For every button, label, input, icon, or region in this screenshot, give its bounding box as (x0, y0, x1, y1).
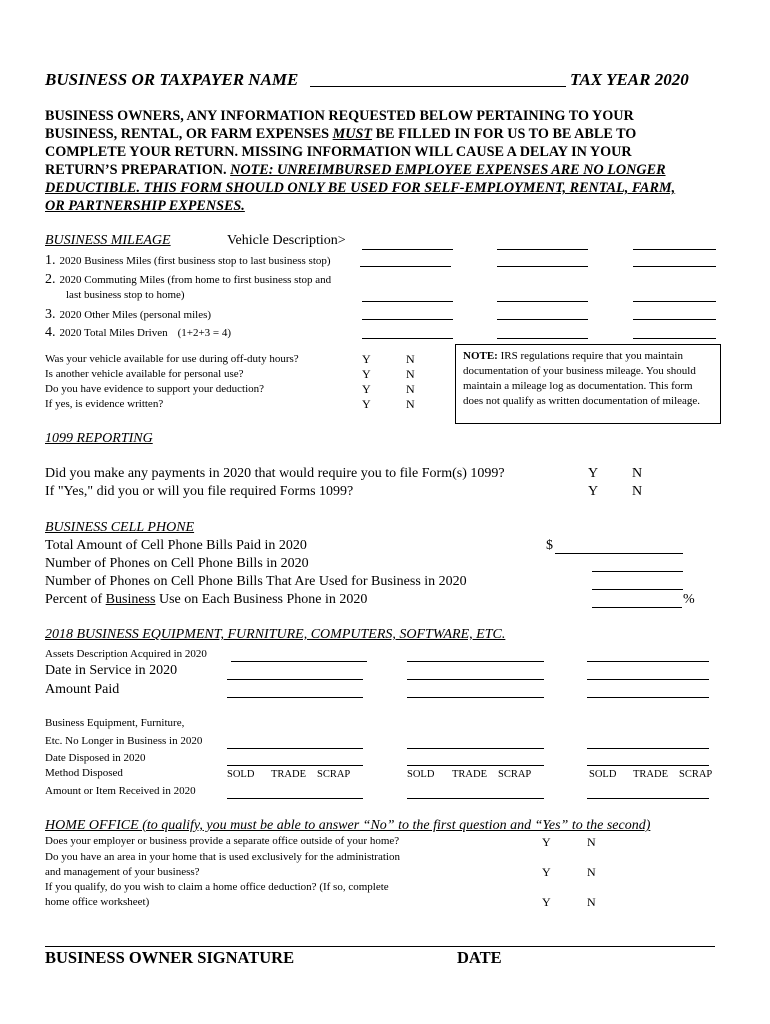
amount-received-label: Amount or Item Received in 2020 (45, 785, 196, 797)
vehicle-3-description[interactable] (633, 249, 716, 250)
date-disposed-field-2[interactable] (407, 765, 544, 766)
intro-line: BUSINESS, RENTAL, OR FARM EXPENSES MUST BE FILLED IN FOR US TO BE ABLE TO (45, 126, 637, 142)
date-label: DATE (457, 948, 502, 967)
amount-received-field-3[interactable] (587, 798, 709, 799)
no-option[interactable]: N (406, 367, 415, 381)
amount-paid-field-2[interactable] (407, 697, 544, 698)
yes-option[interactable]: Y (542, 895, 551, 909)
equipment-heading: 2018 BUSINESS EQUIPMENT, FURNITURE, COMPUTERS, SOFTWARE, ETC. (45, 627, 506, 642)
reporting-1099-q2: If "Yes," did you or will you file required Forms 1099? (45, 484, 354, 499)
assets-description-label: Assets Description Acquired in 2020 (45, 648, 207, 660)
scrap-option[interactable]: SCRAP (498, 769, 532, 780)
sold-option[interactable]: SOLD (589, 769, 617, 780)
dollar-sign: $ (546, 538, 553, 553)
name-label: BUSINESS OR TAXPAYER NAME (45, 70, 299, 89)
assets-description-field-1[interactable] (231, 661, 367, 662)
equipment-no-longer-label: Business Equipment, Furniture, (45, 717, 185, 729)
cell-phone-business-label: Number of Phones on Cell Phone Bills That Are Used for Business in 2020 (45, 574, 467, 589)
trade-option[interactable]: TRADE (633, 769, 668, 780)
yes-option[interactable]: Y (588, 484, 599, 499)
date-in-service-label: Date in Service in 2020 (45, 663, 178, 678)
cell-phone-percent-field[interactable] (592, 607, 682, 608)
trade-option[interactable]: TRADE (452, 769, 487, 780)
yes-option[interactable]: Y (362, 352, 371, 366)
business-miles-vehicle-1[interactable] (360, 266, 451, 267)
no-option[interactable]: N (406, 352, 415, 366)
business-miles-vehicle-3[interactable] (633, 266, 716, 267)
vehicle-question-3: Do you have evidence to support your deduction? (45, 383, 265, 395)
mileage-item-4: 4. 2020 Total Miles Driven (1+2+3 = 4) (45, 325, 232, 340)
cell-phone-total-label: Total Amount of Cell Phone Bills Paid in 2020 (45, 538, 307, 553)
no-longer-field-1[interactable] (227, 748, 363, 749)
no-option[interactable]: N (406, 382, 415, 396)
intro-line: OR PARTNERSHIP EXPENSES. (45, 198, 245, 214)
intro-line: BUSINESS OWNERS, ANY INFORMATION REQUESTED BELOW PERTAINING TO YOUR (45, 108, 634, 124)
yes-option[interactable]: Y (542, 865, 551, 879)
cell-phone-business-field[interactable] (592, 589, 683, 590)
tax-year: TAX YEAR 2020 (570, 70, 689, 89)
mileage-item-1: 1. 2020 Business Miles (first business stop to last business stop) (45, 253, 331, 268)
intro-text (45, 107, 675, 215)
no-longer-field-2[interactable] (407, 748, 544, 749)
no-option[interactable]: N (632, 484, 643, 499)
yes-option[interactable]: Y (542, 835, 551, 849)
date-disposed-field-1[interactable] (227, 765, 363, 766)
sold-option[interactable]: SOLD (407, 769, 435, 780)
amount-received-field-2[interactable] (407, 798, 544, 799)
date-in-service-field-3[interactable] (587, 679, 709, 680)
amount-paid-field-1[interactable] (227, 697, 363, 698)
home-office-q3: If you qualify, do you wish to claim a home office deduction? (If so, complete (45, 881, 389, 893)
commuting-miles-vehicle-3[interactable] (633, 301, 716, 302)
intro-line: RETURN’S PREPARATION. NOTE: UNREIMBURSED EMPLOYEE EXPENSES ARE NO LONGER (45, 162, 666, 178)
no-option[interactable]: N (587, 865, 596, 879)
commuting-miles-vehicle-1[interactable] (362, 301, 453, 302)
assets-description-field-3[interactable] (587, 661, 709, 662)
percent-sign: % (683, 592, 695, 607)
amount-paid-field-3[interactable] (587, 697, 709, 698)
name-field[interactable] (310, 86, 566, 87)
vehicle-question-4: If yes, is evidence written? (45, 398, 164, 410)
yes-option[interactable]: Y (362, 382, 371, 396)
scrap-option[interactable]: SCRAP (679, 769, 713, 780)
equipment-no-longer-label-continued: Etc. No Longer in Business in 2020 (45, 735, 203, 747)
mileage-item-2-continued: last business stop to home) (66, 289, 185, 301)
intro-line: COMPLETE YOUR RETURN. MISSING INFORMATION WILL CAUSE A DELAY IN YOUR (45, 144, 632, 160)
home-office-q2-continued: and management of your business? (45, 866, 200, 878)
no-option[interactable]: N (632, 466, 643, 481)
yes-option[interactable]: Y (362, 397, 371, 411)
scrap-option[interactable]: SCRAP (317, 769, 351, 780)
total-miles-vehicle-2[interactable] (497, 338, 588, 339)
date-in-service-field-2[interactable] (407, 679, 544, 680)
cell-phone-heading: BUSINESS CELL PHONE (45, 520, 195, 535)
vehicle-2-description[interactable] (497, 249, 588, 250)
cell-phone-number-field[interactable] (592, 571, 683, 572)
cell-phone-total-field[interactable] (555, 553, 683, 554)
reporting-1099-heading: 1099 REPORTING (45, 431, 153, 446)
intro-line: DEDUCTIBLE. THIS FORM SHOULD ONLY BE USED FOR SELF-EMPLOYMENT, RENTAL, FARM, (45, 180, 676, 196)
date-disposed-label: Date Disposed in 2020 (45, 752, 146, 764)
business-owner-signature-label: BUSINESS OWNER SIGNATURE (45, 948, 295, 967)
vehicle-1-description[interactable] (362, 249, 453, 250)
other-miles-vehicle-2[interactable] (497, 319, 588, 320)
home-office-q2: Do you have an area in your home that is used exclusively for the administration (45, 851, 400, 863)
vehicle-question-1: Was your vehicle available for use during off-duty hours? (45, 353, 299, 365)
mileage-note-box: NOTE: IRS regulations require that you maintain documentation of your business mileage. You should maintain a mileage log as documentation. This form does not qualify as written documentation of mileage. (455, 344, 721, 424)
home-office-heading: HOME OFFICE (to qualify, you must be able to answer “No” to the first question and “Yes” to the second) (45, 818, 651, 833)
mileage-item-2: 2. 2020 Commuting Miles (from home to first business stop and (45, 272, 332, 287)
method-disposed-label: Method Disposed (45, 767, 123, 779)
other-miles-vehicle-3[interactable] (633, 319, 716, 320)
home-office-q1: Does your employer or business provide a separate office outside of your home? (45, 835, 400, 847)
total-miles-vehicle-3[interactable] (633, 338, 716, 339)
no-option[interactable]: N (587, 835, 596, 849)
other-miles-vehicle-1[interactable] (362, 319, 453, 320)
sold-option[interactable]: SOLD (227, 769, 255, 780)
yes-option[interactable]: Y (362, 367, 371, 381)
trade-option[interactable]: TRADE (271, 769, 306, 780)
total-miles-vehicle-1[interactable] (362, 338, 453, 339)
no-option[interactable]: N (587, 895, 596, 909)
mileage-item-3: 3. 2020 Other Miles (personal miles) (45, 307, 212, 322)
amount-paid-label: Amount Paid (45, 682, 120, 697)
date-in-service-field-1[interactable] (227, 679, 363, 680)
vehicle-description-label: Vehicle Description> (227, 233, 346, 248)
vehicle-question-2: Is another vehicle available for personal use? (45, 368, 244, 380)
no-longer-field-3[interactable] (587, 748, 709, 749)
mileage-heading: BUSINESS MILEAGE (45, 233, 171, 248)
yes-option[interactable]: Y (588, 466, 599, 481)
amount-received-field-1[interactable] (227, 798, 363, 799)
commuting-miles-vehicle-2[interactable] (497, 301, 588, 302)
cell-phone-percent-label: Percent of Business Use on Each Business Phone in 2020 (45, 592, 368, 607)
assets-description-field-2[interactable] (407, 661, 544, 662)
signature-line[interactable] (45, 946, 715, 947)
business-miles-vehicle-2[interactable] (497, 266, 588, 267)
no-option[interactable]: N (406, 397, 415, 411)
date-disposed-field-3[interactable] (587, 765, 709, 766)
cell-phone-number-label: Number of Phones on Cell Phone Bills in 2020 (45, 556, 309, 571)
reporting-1099-q1: Did you make any payments in 2020 that would require you to file Form(s) 1099? (45, 466, 505, 481)
home-office-q3-continued: home office worksheet) (45, 896, 150, 908)
